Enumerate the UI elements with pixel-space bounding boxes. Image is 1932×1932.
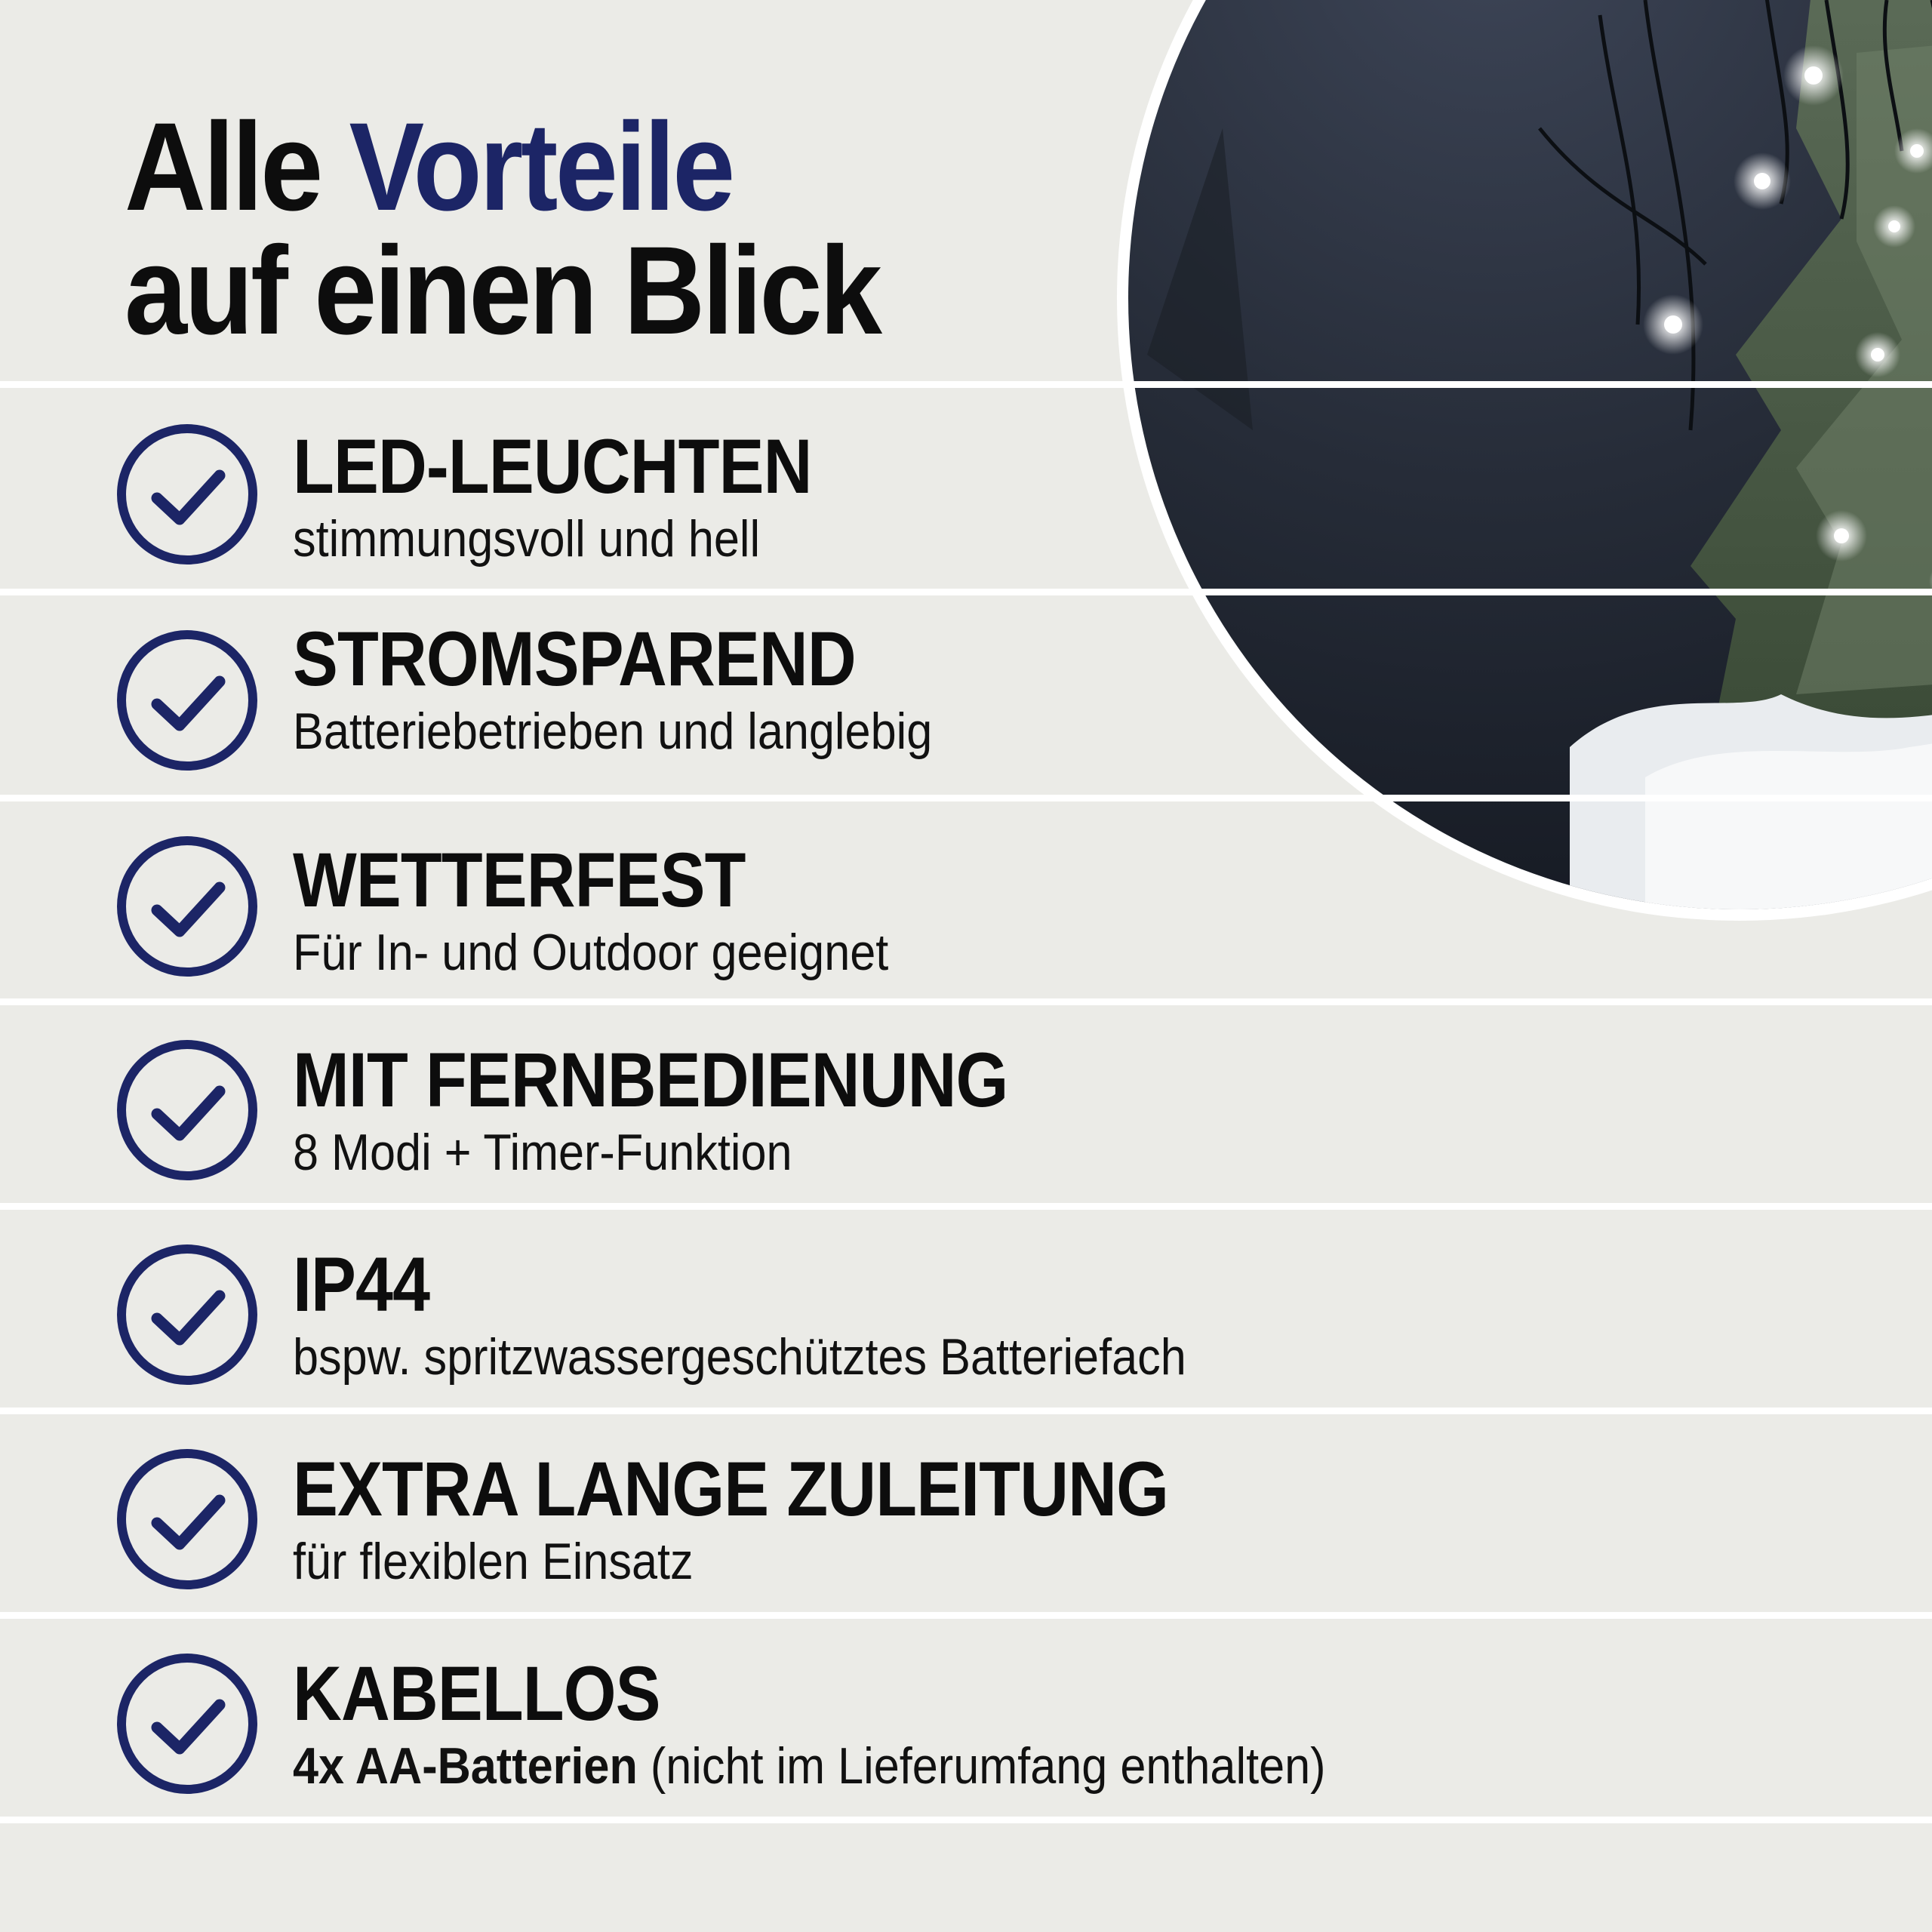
feature-title: STROMSPAREND — [293, 616, 856, 702]
divider — [0, 381, 1932, 388]
divider — [0, 1203, 1932, 1210]
check-circle-icon — [115, 1038, 259, 1182]
divider — [0, 1817, 1932, 1823]
check-circle-icon — [115, 1243, 259, 1386]
feature-subtitle: Für In- und Outdoor geeignet — [293, 924, 889, 981]
feature-subtitle — [293, 1737, 1326, 1795]
check-circle-icon — [115, 629, 259, 772]
divider — [0, 795, 1932, 801]
feature-title: KABELLOS — [293, 1651, 660, 1737]
feature-subtitle-strong: 4x AA-Batterien — [293, 1737, 638, 1795]
feature-item — [0, 802, 1932, 998]
headline-accent-word: Vorteile — [349, 97, 733, 237]
check-circle-icon — [115, 835, 259, 978]
headline — [125, 97, 880, 361]
feature-title: IP44 — [293, 1241, 430, 1327]
divider — [0, 589, 1932, 595]
check-circle-icon — [115, 1447, 259, 1591]
feature-item — [0, 596, 1932, 792]
feature-item — [0, 1415, 1932, 1611]
divider — [0, 1612, 1932, 1619]
feature-item — [0, 1006, 1932, 1202]
feature-subtitle: Batteriebetrieben und langlebig — [293, 703, 933, 760]
headline-word: Alle — [125, 97, 321, 237]
headline-line-2: auf einen Blick — [125, 221, 880, 361]
feature-title: MIT FERNBEDIENUNG — [293, 1037, 1008, 1123]
feature-item — [0, 392, 1932, 589]
feature-subtitle: bspw. spritzwassergeschütztes Batteriefach — [293, 1328, 1186, 1386]
feature-item — [0, 1211, 1932, 1407]
feature-subtitle: für flexiblen Einsatz — [293, 1533, 694, 1590]
feature-subtitle: stimmungsvoll und hell — [293, 510, 761, 568]
feature-title: EXTRA LANGE ZULEITUNG — [293, 1446, 1169, 1532]
feature-title: WETTERFEST — [293, 837, 746, 923]
divider — [0, 1407, 1932, 1414]
check-circle-icon — [115, 1652, 259, 1795]
feature-item — [0, 1620, 1932, 1816]
feature-subtitle: 8 Modi + Timer-Funktion — [293, 1124, 792, 1181]
feature-title: LED-LEUCHTEN — [293, 423, 812, 509]
divider — [0, 998, 1932, 1005]
check-circle-icon — [115, 423, 259, 566]
feature-subtitle-note: (nicht im Lieferumfang enthalten) — [650, 1737, 1326, 1795]
